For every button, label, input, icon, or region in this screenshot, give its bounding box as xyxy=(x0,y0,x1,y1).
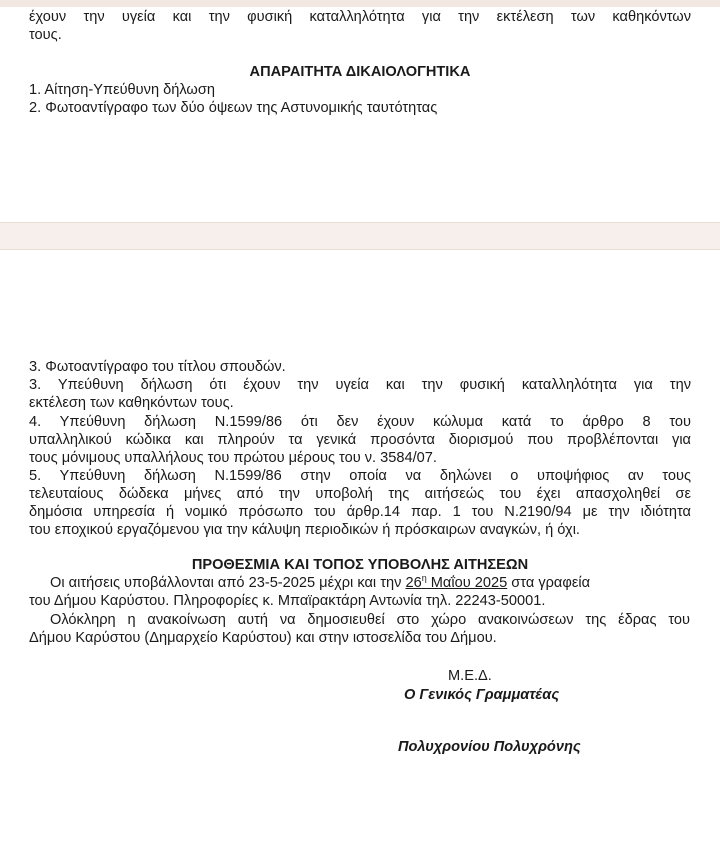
deadline-text-post: στα γραφεία xyxy=(507,575,591,591)
publish-line-1: Ολόκληρη η ανακοίνωση αυτή να δημοσιευθεί στο χώρο ανακοινώσεων της έδρας του xyxy=(50,612,690,628)
page-top-edge xyxy=(0,0,720,7)
item-4-line-1: 4. Υπεύθυνη δήλωση Ν.1599/86 ότι δεν έχουν κώλυμα κατά το άρθρο 8 του xyxy=(29,414,691,430)
page-break xyxy=(0,222,720,250)
item-5-line-3: δημόσια υπηρεσία ή νομικό πρόσωπο του άρθρ.14 παρ. 1 του Ν.2190/94 με την ιδιότητα xyxy=(29,504,691,520)
item-5-line-1: 5. Υπεύθυνη δήλωση Ν.1599/86 στην οποία να δηλώνει ο υποψήφιος αν τους xyxy=(29,468,691,484)
deadline-text-pre: Οι αιτήσεις υποβάλλονται από 23-5-2025 μέχρι και την xyxy=(50,575,406,591)
deadline-date: $26^\eta$ Μαΐου 2025 xyxy=(405,573,508,591)
documents-heading: ΑΠΑΡΑΙΤΗΤΑ ΔΙΚΑΙΟΛΟΓΗΤΙΚΑ xyxy=(249,64,471,80)
item-4-line-3: τους μόνιμους υπαλλήλους του πρώτου μέρους του ν. 3584/07. xyxy=(29,450,437,466)
deadline-heading: ΠΡΟΘΕΣΜΙΑ ΚΑΙ ΤΟΠΟΣ ΥΠΟΒΟΛΗΣ ΑΙΤΗΣΕΩΝ xyxy=(191,557,529,573)
signature-med: Μ.Ε.Δ. xyxy=(448,668,492,684)
deadline-line-1 xyxy=(50,574,690,592)
list-item-1: 1. Αίτηση-Υπεύθυνη δήλωση xyxy=(29,82,215,98)
signature-title: Ο Γενικός Γραμματέας xyxy=(404,687,560,703)
intro-line-2: τους. xyxy=(29,27,62,43)
deadline-line-2: του Δήμου Καρύστου. Πληροφορίες κ. Μπαϊρακτάρη Αντωνία τηλ. 22243-50001. xyxy=(29,593,546,609)
item-3-copy-diploma: 3. Φωτοαντίγραφο του τίτλου σπουδών. xyxy=(29,359,286,375)
intro-line-1: έχουν την υγεία και την φυσική καταλληλότητα για την εκτέλεση των καθηκόντων xyxy=(29,9,691,25)
publish-line-2: Δήμου Καρύστου (Δημαρχείο Καρύστου) και στην ιστοσελίδα του Δήμου. xyxy=(29,630,497,646)
item-4-line-2: υπαλληλικού κώδικα και πληρούν τα γενικά προσόντα διορισμού που προβλέπονται για xyxy=(29,432,691,448)
item-3-health-line-2: εκτέλεση των καθηκόντων τους. xyxy=(29,395,234,411)
item-5-line-2: τελευταίους δώδεκα μήνες από την υποβολή της αιτήσεώς του έχει απασχοληθεί σε xyxy=(29,486,691,502)
list-item-2: 2. Φωτοαντίγραφο των δύο όψεων της Αστυνομικής ταυτότητας xyxy=(29,100,438,116)
item-3-health-line-1: 3. Υπεύθυνη δήλωση ότι έχουν την υγεία και την φυσική καταλληλότητα για την xyxy=(29,377,691,393)
item-5-line-4: του εποχικού εργαζόμενου για την κάλυψη περιοδικών ή πρόσκαιρων αναγκών, ή όχι. xyxy=(29,522,580,538)
signature-name: Πολυχρονίου Πολυχρόνης xyxy=(398,739,581,755)
